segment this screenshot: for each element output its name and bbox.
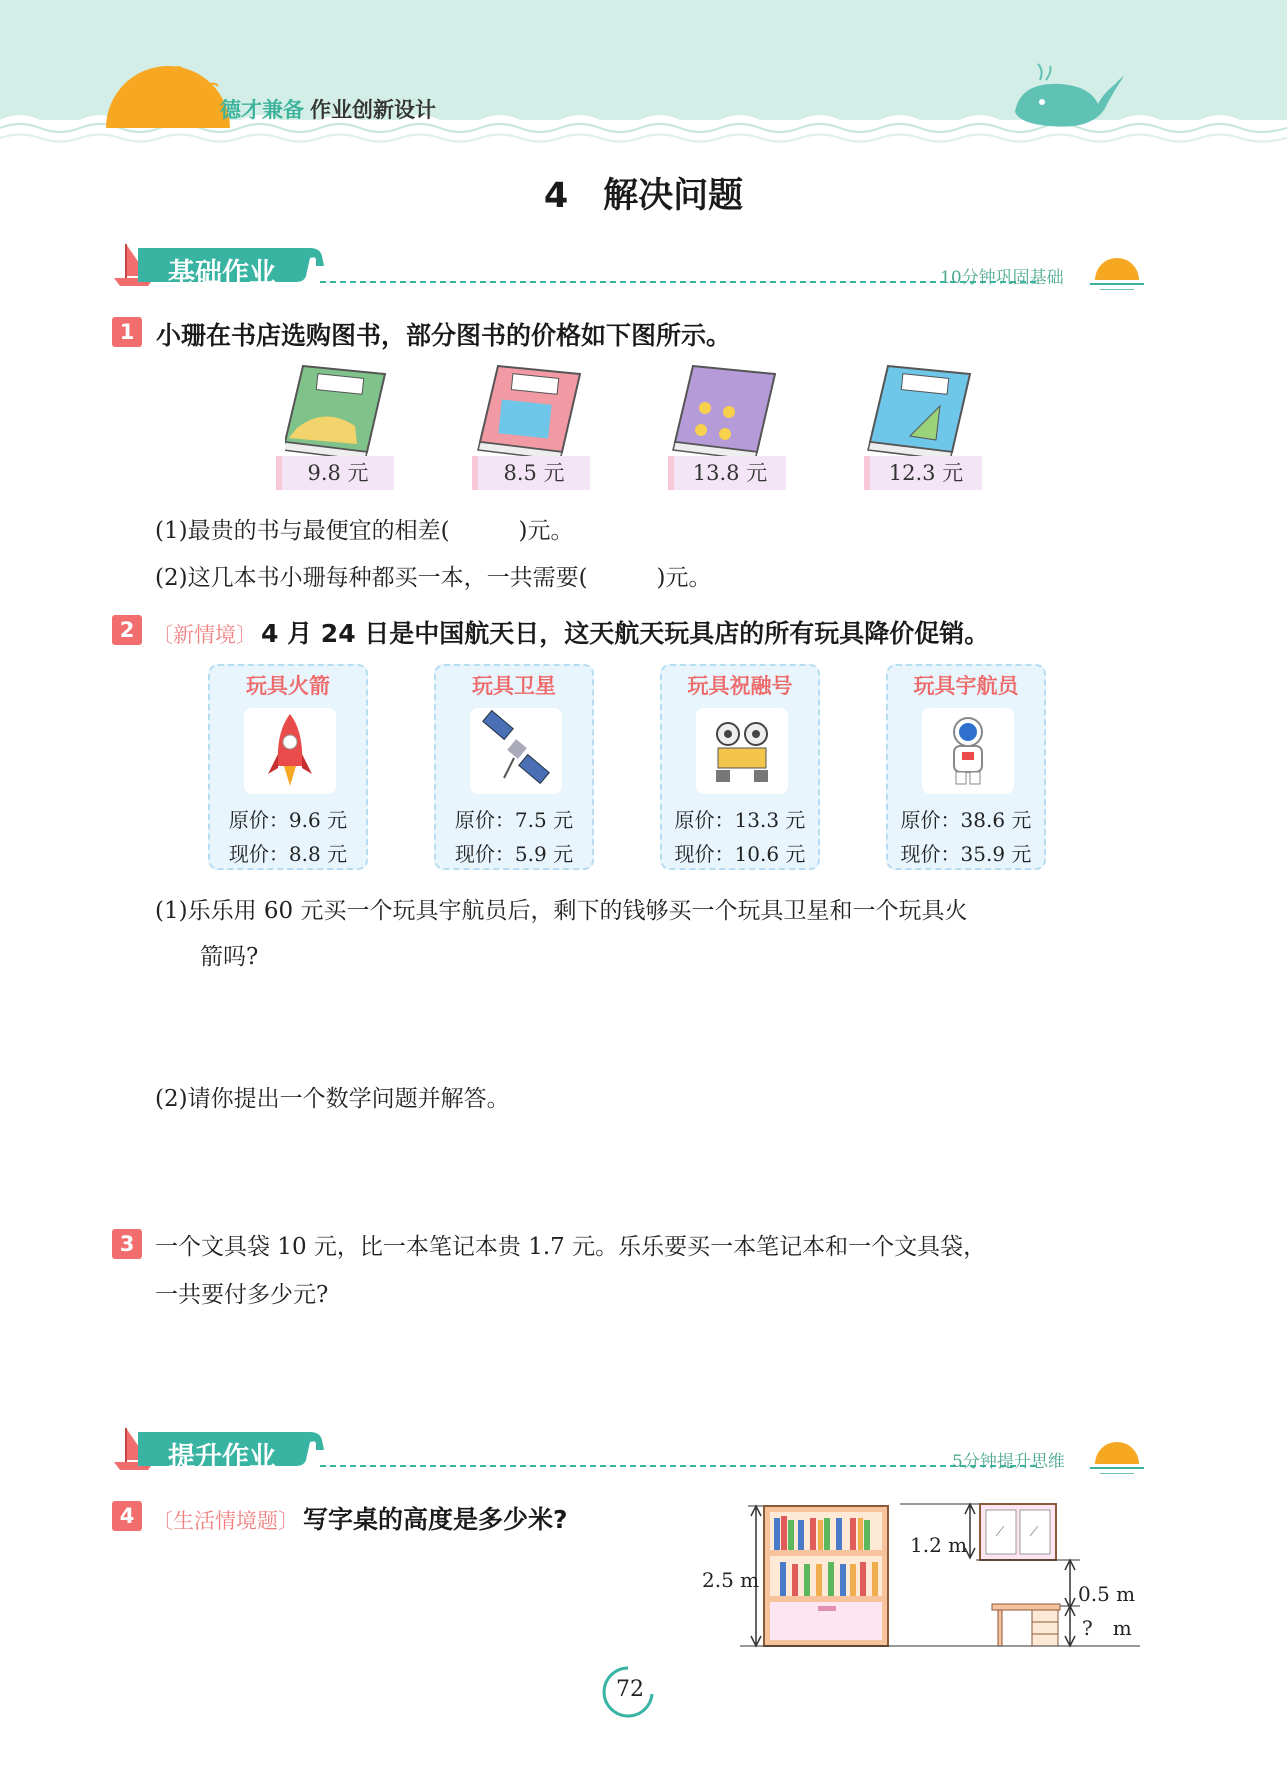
book-price-tag: 12.3 元	[864, 456, 982, 490]
section-label-basic: 基础作业	[168, 258, 276, 289]
book-icon	[673, 366, 775, 460]
question-4-tag: 〔生活情境题〕	[152, 1509, 299, 1533]
question-1-sub-2: (2)这几本书小珊每种都买一本，一共需要( )元。	[155, 565, 712, 591]
cabinet-height-label: 2.5 m	[702, 1568, 760, 1592]
toy-current-price: 现价：5.9 元	[454, 842, 574, 866]
toy-name: 玩具祝融号	[687, 674, 793, 698]
book-price-tag: 13.8 元	[668, 456, 786, 490]
question-2-sub-1-line-2: 箭吗?	[200, 944, 259, 970]
toy-original-price: 原价：38.6 元	[900, 808, 1032, 832]
question-3-line-1: 一个文具袋 10 元，比一本笔记本贵 1.7 元。乐乐要买一本笔记本和一个文具袋，	[155, 1234, 987, 1260]
toy-current-price: 现价：35.9 元	[900, 842, 1032, 866]
rocket-icon	[244, 708, 336, 794]
book-icon	[478, 366, 580, 460]
question-1-text: 小珊在书店选购图书，部分图书的价格如下图所示。	[156, 321, 732, 350]
question-number-4: 4	[112, 1501, 142, 1531]
brand-title	[220, 94, 436, 124]
toy-original-price: 原价：13.3 元	[674, 808, 806, 832]
book-icon	[868, 366, 970, 460]
question-2-tag: 〔新情境〕	[152, 623, 257, 647]
toy-name: 玩具卫星	[472, 674, 556, 698]
brand-green-text: 德才兼备	[220, 98, 304, 122]
question-number-2: 2	[112, 615, 142, 645]
satellite-icon	[470, 708, 562, 794]
question-number-3: 3	[112, 1229, 142, 1259]
toy-original-price: 原价：7.5 元	[454, 808, 574, 832]
question-1-sub-1: (1)最贵的书与最便宜的相差( )元。	[155, 518, 574, 544]
book-price-tag: 8.5 元	[472, 456, 590, 490]
book-icon	[285, 366, 385, 460]
header-banner	[0, 0, 1287, 150]
desk-height-diagram	[740, 1500, 1140, 1650]
toy-current-price: 现价：10.6 元	[674, 842, 806, 866]
brand-dark-text: 作业创新设计	[310, 98, 436, 122]
sunset-icon	[1090, 1442, 1144, 1474]
desk-height-label: ? m	[1082, 1616, 1132, 1640]
gap-height-label: 0.5 m	[1078, 1582, 1136, 1606]
toy-card	[660, 664, 820, 870]
toy-card	[434, 664, 594, 870]
toy-card	[208, 664, 368, 870]
page-title: 4 解决问题	[543, 176, 744, 216]
page-number: 72	[616, 1677, 644, 1702]
question-2-text	[152, 614, 989, 650]
books-illustration	[285, 360, 1005, 460]
question-2-body: 4 月 24 日是中国航天日，这天航天玩具店的所有玩具降价促销。	[261, 619, 990, 648]
section-tag-advanced: 5分钟提升思维	[952, 1452, 1065, 1472]
section-label-advanced: 提升作业	[168, 1442, 276, 1473]
question-3-line-2: 一共要付多少元?	[155, 1282, 329, 1308]
astronaut-icon	[922, 708, 1014, 794]
toy-original-price: 原价：9.6 元	[228, 808, 348, 832]
toy-name: 玩具火箭	[246, 674, 330, 698]
toy-card	[886, 664, 1046, 870]
question-number-1: 1	[112, 317, 142, 347]
section-tag-basic: 10分钟巩固基础	[940, 268, 1064, 288]
question-4-text	[152, 1500, 568, 1536]
rover-icon	[696, 708, 788, 794]
desk-icon	[992, 1604, 1060, 1646]
question-2-sub-2: (2)请你提出一个数学问题并解答。	[155, 1086, 510, 1112]
book-price-tag: 9.8 元	[276, 456, 394, 490]
bookcase-icon	[764, 1506, 888, 1646]
question-4-body: 写字桌的高度是多少米?	[303, 1505, 568, 1534]
question-2-sub-1-line-1: (1)乐乐用 60 元买一个玩具宇航员后，剩下的钱够买一个玩具卫星和一个玩具火	[155, 898, 968, 924]
sunset-icon	[1090, 258, 1144, 290]
window-icon	[980, 1504, 1056, 1560]
window-height-label: 1.2 m	[910, 1533, 968, 1557]
toy-current-price: 现价：8.8 元	[228, 842, 348, 866]
toy-name: 玩具宇航员	[913, 674, 1019, 698]
